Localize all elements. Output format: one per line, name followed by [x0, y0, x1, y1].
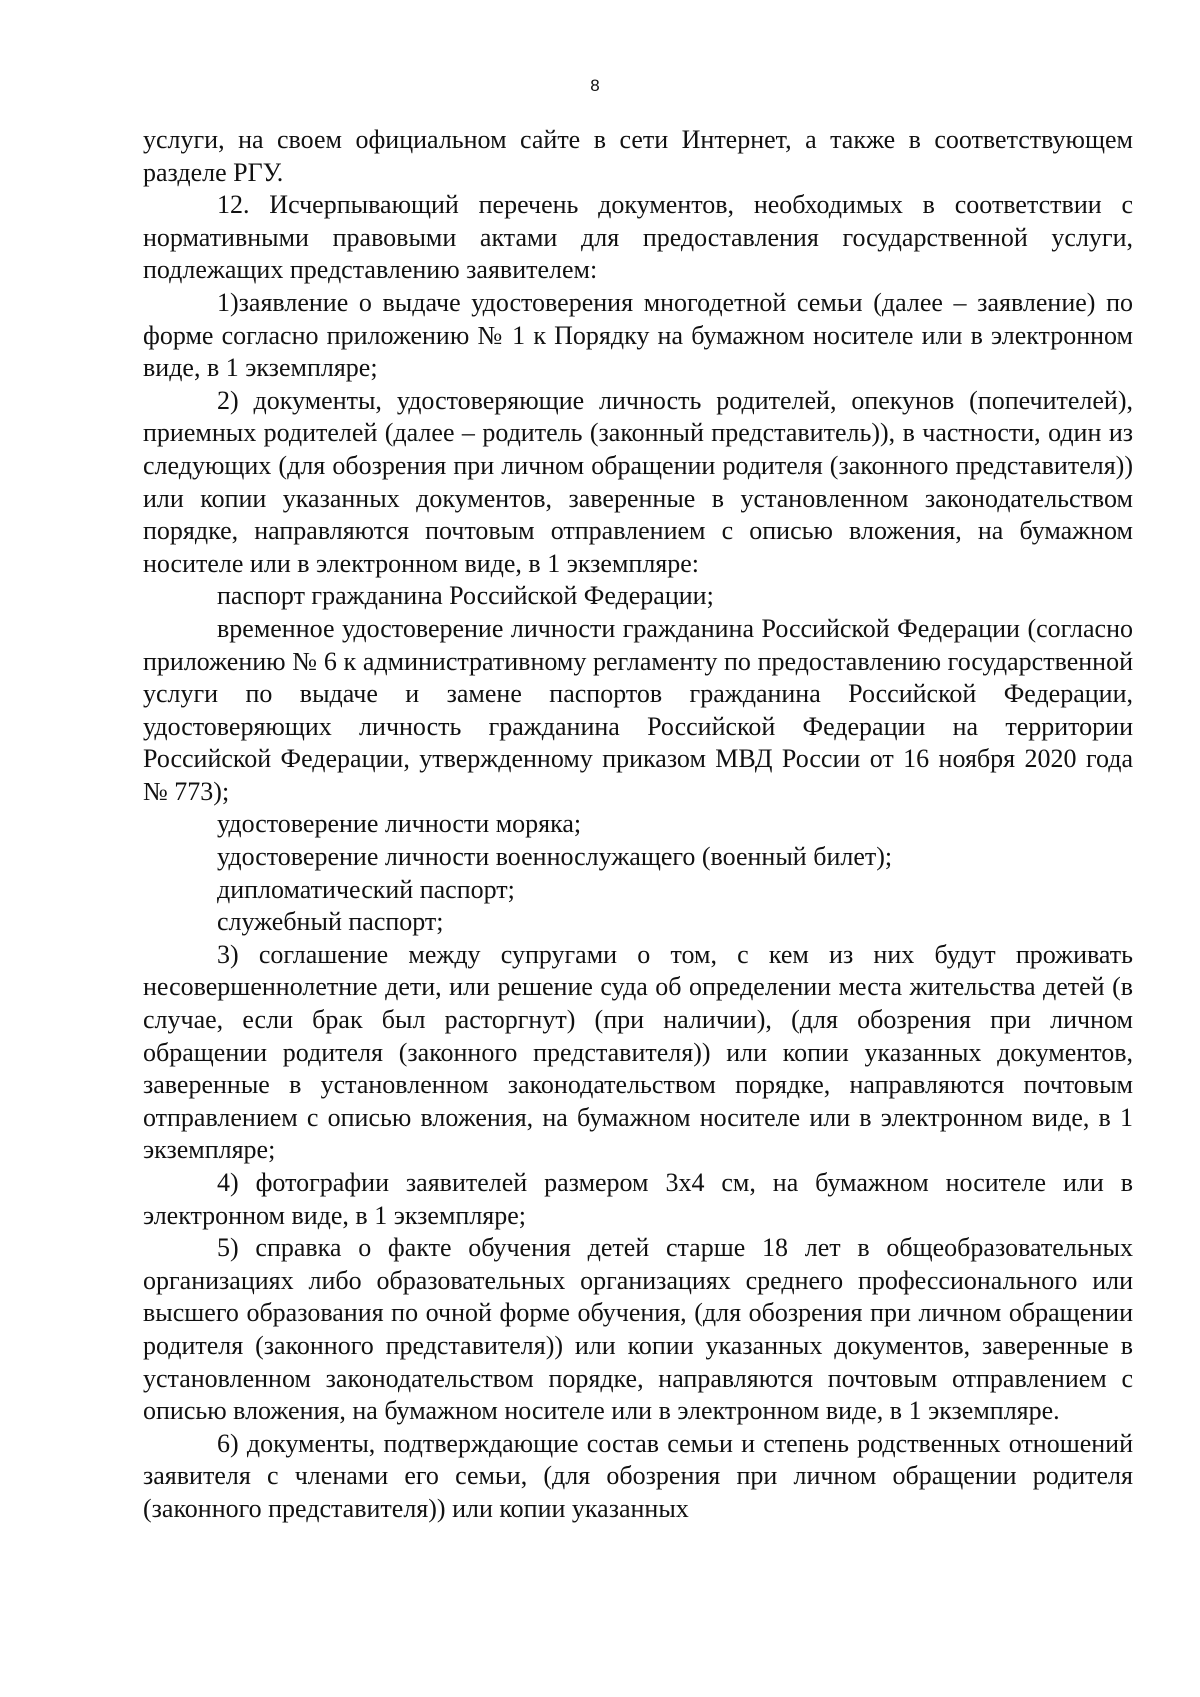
paragraph-passport: паспорт гражданина Российской Федерации;	[217, 581, 714, 611]
paragraph-military-id: удостоверение личности военнослужащего (военный билет);	[217, 842, 893, 872]
paragraph-subitem-3: 3) соглашение между супругами о том, с кем из них будут проживать несовершеннолетние дети, или решение суда об определении места жительства детей (в случае, если брак был расторгнут) (при наличии), (для обозрения при личном обращении родителя (законного представителя)) или копии указанных документов, заверенные в установленном законодательством порядке, направляются почтовым отправлением с описью вложения, на бумажном носителе или в электронном виде, в 1 экземпляре;	[143, 939, 1133, 1165]
paragraph-continuation: услуги, на своем официальном сайте в сети Интернет, а также в соответствующем разделе РГУ.	[143, 125, 1133, 187]
paragraph-subitem-2: 2) документы, удостоверяющие личность родителей, опекунов (попечителей), приемных родителей (далее – родитель (законный представитель)), в частности, один из следующих (для обозрения при личном обращении родителя (законного представителя)) или копии указанных документов, заверенные в установленном законодательством порядке, направляются почтовым отправлением с описью вложения, на бумажном носителе или в электронном виде, в 1 экземпляре:	[143, 385, 1133, 578]
paragraph-subitem-4: 4) фотографии заявителей размером 3х4 см, на бумажном носителе или в электронном виде, в 1 экземпляре;	[143, 1168, 1133, 1230]
paragraph-subitem-5: 5) справка о факте обучения детей старше 18 лет в общеобразовательных организациях либо образовательных организациях среднего профессионального или высшего образования по очной форме обучения, (для обозрения при личном обращении родителя (законного представителя)) или копии указанных документов, заверенные в установленном законодательством порядке, направляются почтовым отправлением с описью вложения, на бумажном носителе или в электронном виде, в 1 экземпляре.	[143, 1233, 1133, 1426]
document-body	[143, 124, 1133, 1526]
paragraph-service-passport: служебный паспорт;	[217, 907, 444, 937]
page-number: 8	[590, 76, 600, 95]
paragraph-seaman-id: удостоверение личности моряка;	[217, 809, 582, 839]
paragraph-item-12: 12. Исчерпывающий перечень документов, необходимых в соответствии с нормативными правовыми актами для предоставления государственной услуги, подлежащих представлению заявителем:	[143, 190, 1133, 285]
paragraph-diplomatic-passport: дипломатический паспорт;	[217, 874, 515, 904]
paragraph-temporary-id: временное удостоверение личности гражданина Российской Федерации (согласно приложению № 6 к административному регламенту по предоставлению государственной услуги по выдаче и замене паспортов гражданина Российской Федерации, удостоверяющих личность гражданина Российской Федерации на территории Российской Федерации, утвержденному приказом МВД России от 16 ноября 2020 года № 773);	[143, 613, 1133, 806]
paragraph-subitem-6: 6) документы, подтверждающие состав семьи и степень родственных отношений заявителя с членами его семьи, (для обозрения при личном обращении родителя (законного представителя)) или копии указанных	[143, 1428, 1133, 1523]
paragraph-subitem-1: 1)заявление о выдаче удостоверения многодетной семьи (далее – заявление) по форме согласно приложению № 1 к Порядку на бумажном носителе или в электронном виде, в 1 экземпляре;	[143, 287, 1133, 383]
